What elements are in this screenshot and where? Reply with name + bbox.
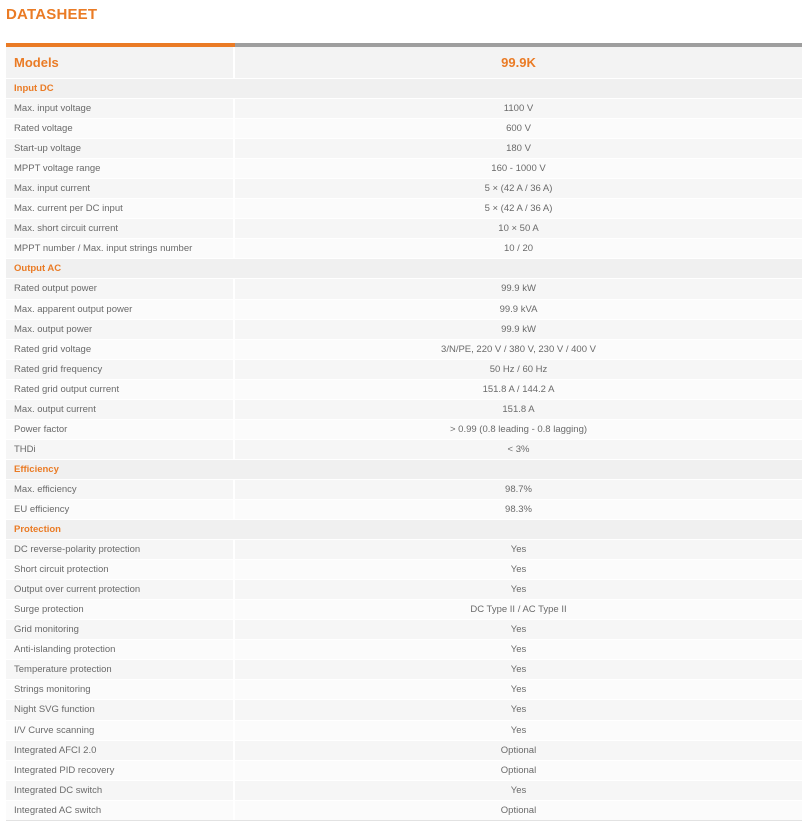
spec-label: DC reverse-polarity protection xyxy=(6,540,235,559)
spec-label: Max. output power xyxy=(6,320,235,339)
spec-label: Integrated DC switch xyxy=(6,781,235,800)
spec-value: 180 V xyxy=(506,143,531,155)
spec-label: Max. efficiency xyxy=(6,480,235,499)
table-row xyxy=(6,500,802,520)
spec-label: Surge protection xyxy=(6,600,235,619)
table-row xyxy=(6,219,802,239)
spec-value: 5 × (42 A / 36 A) xyxy=(484,183,553,195)
table-row xyxy=(6,440,802,460)
spec-label: Grid monitoring xyxy=(6,620,235,639)
spec-label: Max. output current xyxy=(6,400,235,419)
table-row xyxy=(6,119,802,139)
spec-value: 10 × 50 A xyxy=(498,223,539,235)
section-title: Protection xyxy=(14,524,61,536)
spec-value: Yes xyxy=(510,664,527,676)
spec-value: Yes xyxy=(510,564,527,576)
section-title: Efficiency xyxy=(14,463,59,475)
table-row xyxy=(6,761,802,781)
spec-value: 99.9 kVA xyxy=(499,303,538,315)
spec-table xyxy=(6,79,802,821)
spec-label: Short circuit protection xyxy=(6,560,235,579)
table-row xyxy=(6,620,802,640)
table-row xyxy=(6,580,802,600)
section-header-row xyxy=(6,259,802,279)
spec-value: 98.7% xyxy=(505,483,532,495)
table-row xyxy=(6,159,802,179)
table-row xyxy=(6,380,802,400)
table-row xyxy=(6,400,802,420)
spec-label: Start-up voltage xyxy=(6,139,235,158)
spec-label: Max. input voltage xyxy=(6,99,235,118)
spec-value: 151.8 A xyxy=(502,403,535,415)
spec-label: Anti-islanding protection xyxy=(6,640,235,659)
spec-value: 600 V xyxy=(506,123,531,135)
spec-value: 99.9 kW xyxy=(501,283,536,295)
spec-value: 3/N/PE, 220 V / 380 V, 230 V / 400 V xyxy=(441,343,596,355)
spec-label: THDi xyxy=(6,440,235,459)
spec-label: Rated output power xyxy=(6,279,235,298)
table-row xyxy=(6,700,802,720)
table-row xyxy=(6,721,802,741)
table-row xyxy=(6,139,802,159)
spec-label: I/V Curve scanning xyxy=(6,721,235,740)
spec-value: Yes xyxy=(510,584,527,596)
spec-value: 99.9 kW xyxy=(501,323,536,335)
section-title: Output AC xyxy=(14,263,62,275)
spec-label: Max. apparent output power xyxy=(6,300,235,319)
table-row xyxy=(6,801,802,821)
spec-value: Optional xyxy=(500,744,537,756)
table-bottom-border xyxy=(6,820,802,821)
table-row xyxy=(6,540,802,560)
spec-value: 1100 V xyxy=(503,103,534,115)
table-row xyxy=(6,360,802,380)
spec-value: 160 - 1000 V xyxy=(491,163,546,175)
spec-label: Integrated PID recovery xyxy=(6,761,235,780)
table-row xyxy=(6,480,802,500)
spec-value: Yes xyxy=(510,624,527,636)
spec-value: Yes xyxy=(510,724,527,736)
spec-value: Yes xyxy=(510,784,527,796)
spec-label: Temperature protection xyxy=(6,660,235,679)
section-header-row xyxy=(6,520,802,540)
spec-label: Output over current protection xyxy=(6,580,235,599)
spec-value: Yes xyxy=(510,684,527,696)
spec-value: 98.3% xyxy=(505,504,532,515)
table-row xyxy=(6,420,802,440)
spec-label: Rated grid output current xyxy=(6,380,235,399)
spec-label: EU efficiency xyxy=(6,500,235,519)
spec-label: Strings monitoring xyxy=(6,680,235,699)
table-row xyxy=(6,300,802,320)
table-row xyxy=(6,99,802,119)
table-row xyxy=(6,680,802,700)
spec-label: Max. short circuit current xyxy=(6,219,235,238)
spec-label: Night SVG function xyxy=(6,700,235,719)
spec-value: DC Type II / AC Type II xyxy=(470,604,567,616)
spec-label: Max. current per DC input xyxy=(6,199,235,218)
table-row xyxy=(6,741,802,761)
spec-value: Yes xyxy=(510,704,527,716)
table-row xyxy=(6,781,802,801)
table-row xyxy=(6,340,802,360)
table-row xyxy=(6,179,802,199)
spec-value: > 0.99 (0.8 leading - 0.8 lagging) xyxy=(449,423,588,435)
table-row xyxy=(6,600,802,620)
spec-label: MPPT number / Max. input strings number xyxy=(6,239,235,258)
table-row xyxy=(6,640,802,660)
table-row xyxy=(6,320,802,340)
spec-label: Power factor xyxy=(6,420,235,439)
table-row xyxy=(6,279,802,299)
spec-label: Rated voltage xyxy=(6,119,235,138)
table-row xyxy=(6,199,802,219)
spec-label: Rated grid voltage xyxy=(6,340,235,359)
models-label: Models xyxy=(6,47,235,78)
model-name: 99.9K xyxy=(501,55,536,70)
spec-label: Integrated AFCI 2.0 xyxy=(6,741,235,760)
section-header-row xyxy=(6,79,802,99)
spec-label: Max. input current xyxy=(6,179,235,198)
table-row xyxy=(6,239,802,259)
spec-value: Yes xyxy=(510,544,527,556)
spec-label: Rated grid frequency xyxy=(6,360,235,379)
table-row xyxy=(6,660,802,680)
spec-value: 50 Hz / 60 Hz xyxy=(489,363,548,375)
spec-value: 151.8 A / 144.2 A xyxy=(482,383,555,395)
spec-value: 5 × (42 A / 36 A) xyxy=(484,203,553,215)
spec-value: Yes xyxy=(510,644,527,656)
spec-label: MPPT voltage range xyxy=(6,159,235,178)
datasheet-title: DATASHEET xyxy=(6,6,98,23)
section-title: Input DC xyxy=(14,83,54,95)
spec-value: Optional xyxy=(500,764,537,776)
table-row xyxy=(6,560,802,580)
section-header-row xyxy=(6,460,802,480)
spec-label: Integrated AC switch xyxy=(6,801,235,820)
spec-value: Optional xyxy=(500,804,537,816)
models-header-row xyxy=(6,47,802,79)
spec-value: 10 / 20 xyxy=(503,243,534,255)
spec-value: < 3% xyxy=(507,443,530,455)
